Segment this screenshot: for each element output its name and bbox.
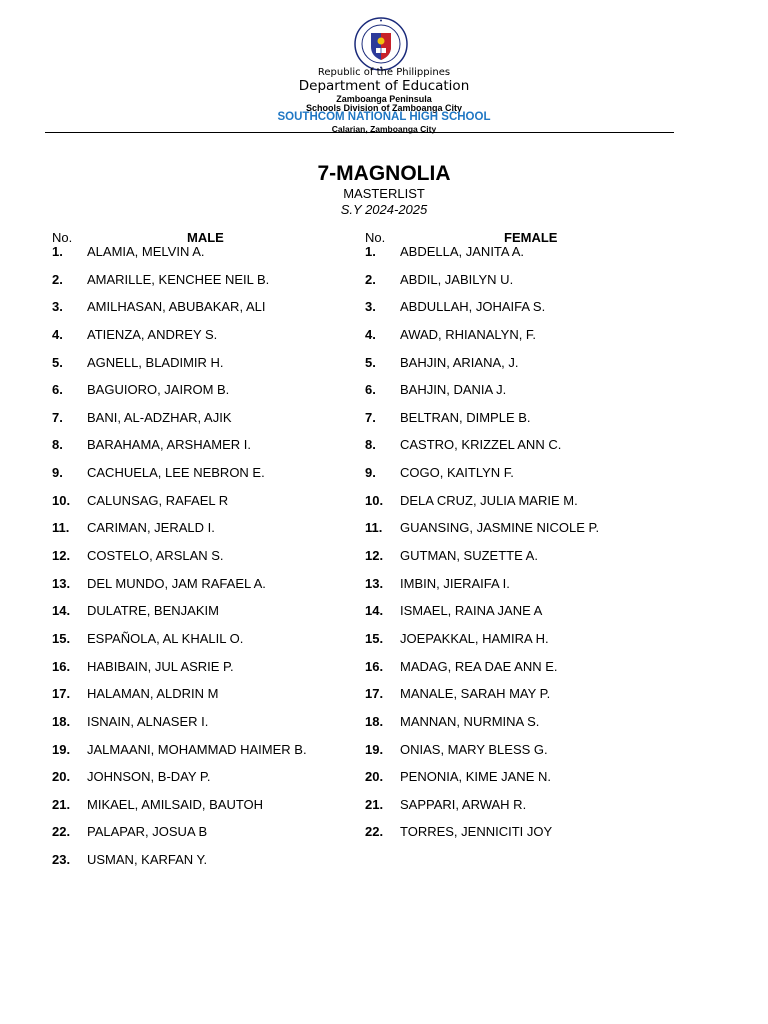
masterlist-label: MASTERLIST (343, 186, 425, 201)
student-name: ONIAS, MARY BLESS G. (400, 741, 548, 757)
student-name: AGNELL, BLADIMIR H. (87, 354, 224, 370)
department-label: Department of Education (298, 78, 470, 94)
student-name: DEL MUNDO, JAM RAFAEL A. (87, 575, 266, 591)
student-number: 21. (365, 796, 384, 812)
student-number: 11. (365, 520, 383, 536)
student-number: 2. (52, 271, 63, 287)
student-name: CALUNSAG, RAFAEL R (87, 492, 229, 508)
student-number: 18. (52, 713, 71, 729)
student-number: 5. (52, 354, 63, 370)
student-name: IMBIN, JIERAIFA I. (400, 575, 510, 591)
student-name: JOEPAKKAL, HAMIRA H. (400, 630, 549, 646)
school-name: SOUTHCOM NATIONAL HIGH SCHOOL (277, 111, 491, 123)
student-name: GUANSING, JASMINE NICOLE P. (400, 520, 600, 536)
student-name: COSTELO, ARSLAN S. (87, 548, 224, 564)
student-name: MIKAEL, AMILSAID, BAUTOH (87, 796, 264, 812)
school-year-label: S.Y 2024-2025 (340, 202, 428, 217)
student-number: 6. (52, 382, 63, 398)
student-name: SAPPARI, ARWAH R. (400, 796, 527, 812)
student-number: 22. (52, 824, 71, 840)
student-name: MANALE, SARAH MAY P. (400, 686, 551, 702)
student-number: 21. (52, 796, 71, 812)
student-name: MANNAN, NURMINA S. (400, 713, 540, 729)
student-number: 3. (365, 299, 376, 315)
student-name: BANI, AL-ADZHAR, AJIK (87, 409, 232, 425)
female-heading: FEMALE (504, 230, 558, 245)
student-name: CARIMAN, JERALD I. (87, 520, 215, 536)
student-number: 10. (52, 492, 71, 508)
division-label: Schools Division of Zamboanga City (305, 103, 463, 113)
student-name: ISMAEL, RAINA JANE A (400, 603, 543, 619)
student-name: ESPAÑOLA, AL KHALIL O. (87, 630, 244, 646)
student-name: JALMAANI, MOHAMMAD HAIMER B. (87, 741, 307, 757)
student-name: GUTMAN, SUZETTE A. (400, 548, 538, 564)
student-name: AMARILLE, KENCHEE NEIL B. (87, 271, 270, 287)
student-name: BAGUIORO, JAIROM B. (87, 382, 230, 398)
student-number: 11. (52, 520, 70, 536)
student-name: PALAPAR, JOSUA B (87, 824, 208, 840)
student-number: 7. (52, 409, 63, 425)
student-name: BAHJIN, DANIA J. (400, 382, 507, 398)
student-name: DELA CRUZ, JULIA MARIE M. (400, 492, 578, 508)
student-number: 6. (365, 382, 376, 398)
region-label: Zamboanga Peninsula (336, 94, 432, 104)
student-number: 15. (52, 630, 71, 646)
student-name: COGO, KAITLYN F. (400, 465, 514, 481)
student-name: ALAMIA, MELVIN A. (87, 244, 205, 259)
student-name: HABIBAIN, JUL ASRIE P. (87, 658, 234, 674)
student-name: CASTRO, KRIZZEL ANN C. (400, 437, 562, 453)
student-number: 2. (365, 271, 376, 287)
student-number: 13. (52, 575, 71, 591)
republic-label: Republic of the Philippines (317, 67, 451, 78)
student-name: BAHJIN, ARIANA, J. (400, 354, 519, 370)
school-address: Calarian, Zamboanga City (331, 124, 437, 134)
student-number: 1. (52, 244, 63, 259)
student-name: MADAG, REA DAE ANN E. (400, 658, 558, 674)
student-name: DULATRE, BENJAKIM (87, 603, 219, 619)
student-number: 22. (365, 824, 384, 840)
student-name: PENONIA, KIME JANE N. (400, 769, 551, 785)
student-number: 16. (365, 658, 384, 674)
student-number: 15. (365, 630, 384, 646)
student-number: 9. (52, 465, 63, 481)
student-number: 9. (365, 465, 376, 481)
student-number: 5. (365, 354, 376, 370)
student-number: 3. (52, 299, 63, 315)
student-number: 16. (52, 658, 71, 674)
student-number: 12. (365, 548, 384, 564)
student-name: ISNAIN, ALNASER I. (87, 713, 209, 729)
male-heading: MALE (187, 230, 224, 245)
student-number: 20. (52, 769, 71, 785)
student-name: JOHNSON, B-DAY P. (87, 769, 211, 785)
student-name: AMILHASAN, ABUBAKAR, ALI (87, 299, 266, 315)
student-name: BARAHAMA, ARSHAMER I. (87, 437, 251, 453)
student-number: 7. (365, 409, 376, 425)
student-number: 20. (365, 769, 384, 785)
student-name: ABDELLA, JANITA A. (400, 244, 525, 259)
section-title: 7-MAGNOLIA (317, 162, 451, 185)
header-divider (45, 132, 674, 133)
student-number: 14. (52, 603, 71, 619)
student-number: 8. (365, 437, 376, 453)
student-name: ABDIL, JABILYN U. (400, 271, 514, 287)
student-number: 19. (52, 741, 71, 757)
student-number: 17. (52, 686, 71, 702)
student-number: 1. (365, 244, 376, 259)
student-name: ATIENZA, ANDREY S. (87, 326, 218, 342)
deped-seal-icon (354, 17, 408, 71)
female-no-header: No. (365, 230, 386, 245)
student-name: CACHUELA, LEE NEBRON E. (87, 465, 265, 481)
student-number: 17. (365, 686, 384, 702)
student-name: USMAN, KARFAN Y. (87, 852, 208, 868)
student-name: AWAD, RHIANALYN, F. (400, 326, 537, 342)
student-name: TORRES, JENNICITI JOY (400, 824, 553, 840)
student-number: 18. (365, 713, 384, 729)
student-name: BELTRAN, DIMPLE B. (400, 409, 531, 425)
student-number: 14. (365, 603, 384, 619)
student-name: ABDULLAH, JOHAIFA S. (400, 299, 546, 315)
student-number: 23. (52, 852, 71, 868)
student-number: 4. (365, 326, 376, 342)
student-number: 8. (52, 437, 63, 453)
male-no-header: No. (52, 230, 73, 245)
student-number: 19. (365, 741, 384, 757)
student-number: 13. (365, 575, 384, 591)
student-number: 12. (52, 548, 71, 564)
student-number: 4. (52, 326, 63, 342)
student-name: HALAMAN, ALDRIN M (87, 686, 219, 702)
student-number: 10. (365, 492, 384, 508)
